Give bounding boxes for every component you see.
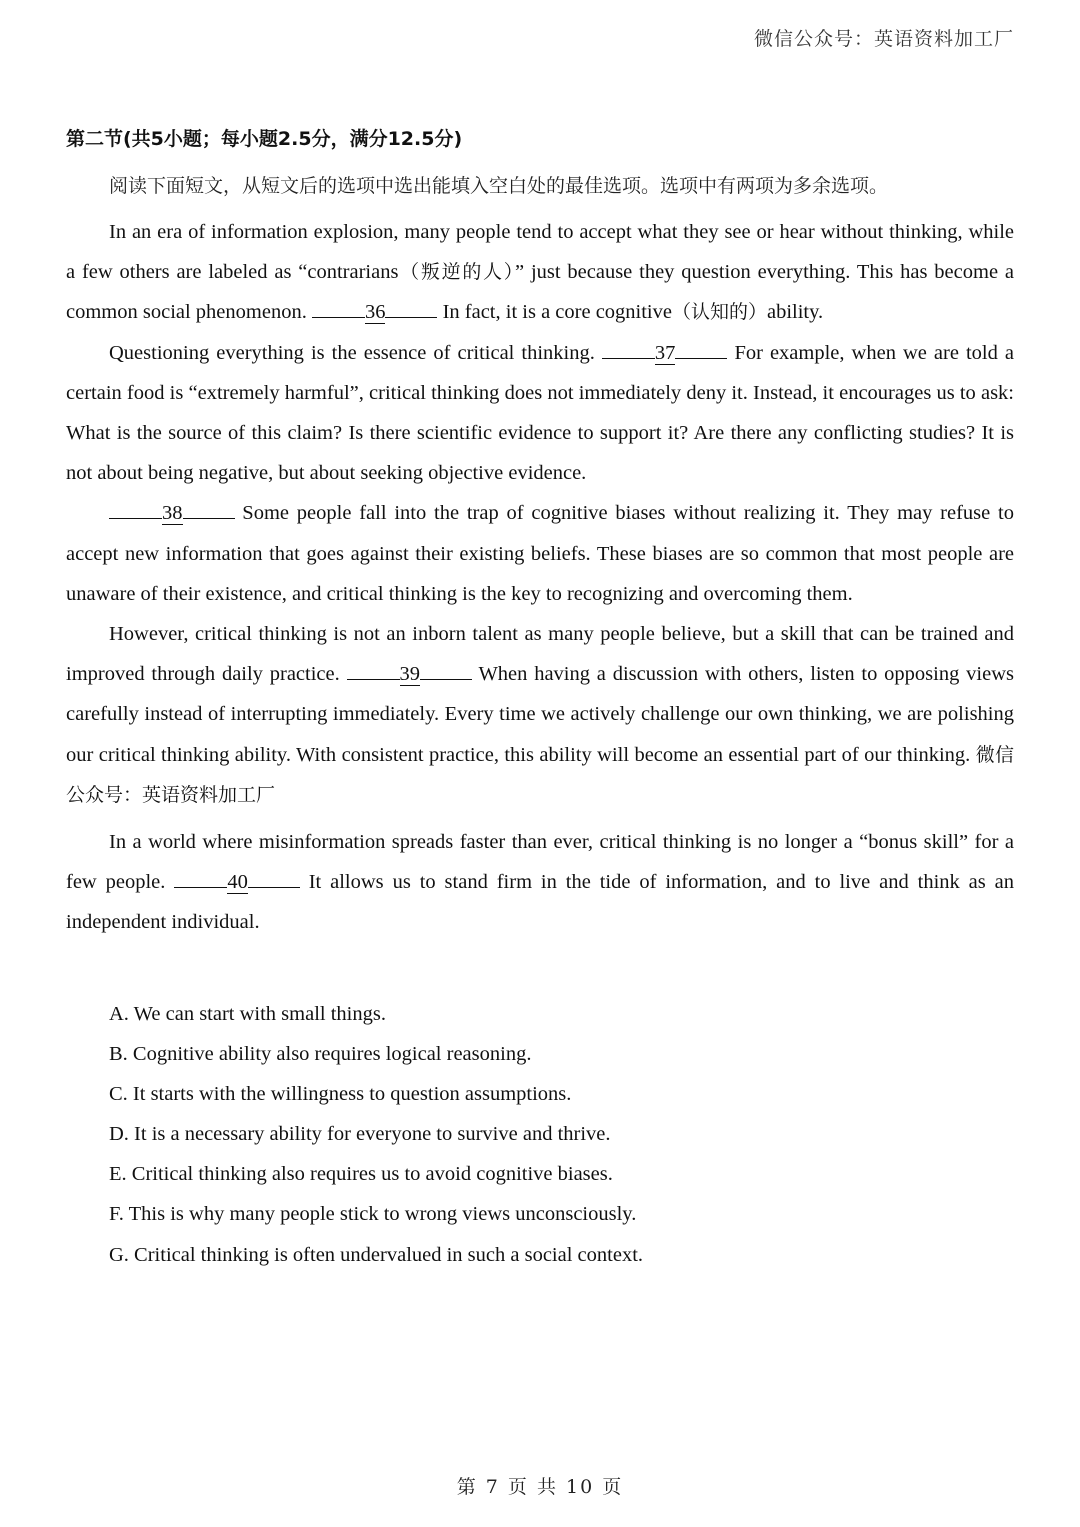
paragraph-cjk-gloss: （认知的） [671,301,767,324]
paragraph-text: It allows us to stand firm in the tide of information, and to live and think as an independent individual. [66,871,1015,934]
passage-paragraph-3 [66,493,1014,614]
paragraph-text: ability. [767,301,824,324]
blank-39 [347,663,473,685]
page-number-footer: 第 7 页 共 10 页 [456,1476,624,1498]
paragraph-text: In a world where misinformation spreads faster than ever, critical thinking is no longer a “bonus skill” for a few people. [66,831,1014,894]
option-c: C. It starts with the willingness to question assumptions. [109,1083,572,1106]
passage-paragraph-4 [66,614,1014,815]
passage-paragraph-1 [66,212,1014,333]
option-a: A. We can start with small things. [109,1003,386,1025]
blank-number: 39 [399,663,421,686]
blank-36 [312,301,438,323]
option-b: B. Cognitive ability also requires logical reasoning. [109,1043,532,1066]
blank-number: 37 [654,341,676,364]
section-instructions: 阅读下面短文，从短文后的选项中选出能填入空白处的最佳选项。选项中有两项为多余选项。 [109,175,889,197]
answer-options [109,994,1009,1275]
option-g: G. Critical thinking is often undervalued in such a social context. [109,1243,644,1266]
paragraph-text: ” just because they question everything. This has become a common social phenomenon. [66,261,1014,324]
passage-paragraph-5 [66,822,1014,943]
passage-paragraph-2 [66,333,1014,494]
inline-watermark: 微信公众号：英语资料加工厂 [66,743,1014,806]
section-title: 第二节(共5小题；每小题2.5分，满分12.5分) [66,128,463,150]
option-e: E. Critical thinking also requires us to avoid cognitive biases. [109,1163,613,1186]
blank-40 [174,871,300,893]
paragraph-text: For example, when we are told a certain food is “extremely harmful”, critical thinking does not immediately deny it. Instead, it encourages us to ask: What is the source of this claim? Is there scientific evidence to support it? Are there any conflicting studies? It is not about being negative, but about seeking objective evidence. [66,341,1014,485]
blank-number: 36 [364,301,386,324]
section-content [66,122,1014,943]
blank-38 [109,502,235,524]
blank-37 [602,342,728,364]
paragraph-text: In an era of information explosion, many people tend to accept what they see or hear without thinking, while a few others are labeled as “contrarians [66,221,1014,284]
blank-number: 40 [227,871,248,894]
paragraph-cjk-gloss: （叛逆的人） [398,261,515,284]
paragraph-text: In fact, it is a core cognitive [437,301,672,324]
option-f: F. This is why many people stick to wrong views unconsciously. [109,1203,637,1226]
header-watermark: 微信公众号：英语资料加工厂 [753,28,1014,50]
blank-number: 38 [162,502,183,525]
paragraph-text: When having a discussion with others, listen to opposing views carefully instead of interrupting immediately. Every time we actively challenge our own thinking, we are polishing our critical thinking ability. With consistent practice, this ability will become an essential part of our thinking. [66,663,1014,766]
paragraph-text: Questioning everything is the essence of critical thinking. [109,341,602,364]
paragraph-text: However, critical thinking is not an inborn talent as many people believe, but a skill that can be trained and improved through daily practice. [66,623,1014,686]
paragraph-text: Some people fall into the trap of cognitive biases without realizing it. They may refuse to accept new information that goes against their existing beliefs. These biases are so common that most people are unaware of their existence, and critical thinking is the key to recognizing and overcoming them. [66,502,1014,605]
option-d: D. It is a necessary ability for everyone to survive and thrive. [109,1123,611,1146]
